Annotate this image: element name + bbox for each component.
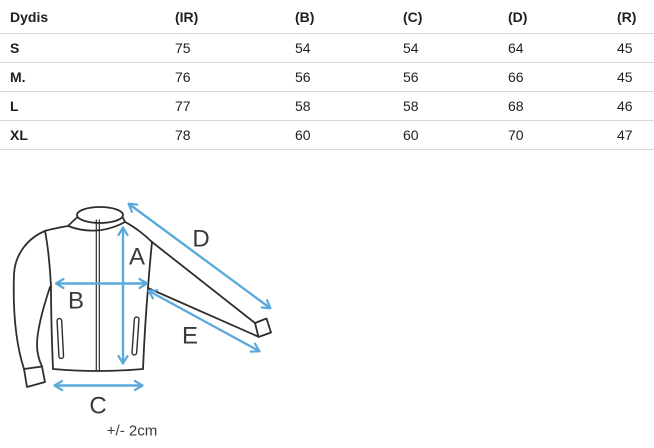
right-armhole-seam xyxy=(148,242,152,288)
table-row-m xyxy=(0,63,654,92)
value-cell: 64 xyxy=(498,34,607,63)
measurement-label-d: D xyxy=(192,225,210,253)
value-cell: 58 xyxy=(393,92,498,121)
left-cuff xyxy=(24,367,45,388)
collar xyxy=(77,207,123,223)
measurement-label-b: B xyxy=(67,287,85,315)
value-cell: 45 xyxy=(607,34,654,63)
left-armhole-seam xyxy=(45,231,51,287)
jacket-measurement-diagram xyxy=(0,180,300,448)
table-row-l xyxy=(0,92,654,121)
table-row-xl xyxy=(0,121,654,150)
right-sleeve-top xyxy=(152,242,255,323)
left-shoulder xyxy=(45,226,68,231)
value-cell: 58 xyxy=(285,92,393,121)
right-cuff xyxy=(255,319,271,338)
column-header-r: (R) xyxy=(607,0,654,34)
body-right-edge xyxy=(143,288,148,369)
size-table xyxy=(0,0,654,150)
size-label: M. xyxy=(0,63,165,92)
body-hem xyxy=(53,369,143,371)
size-label: L xyxy=(0,92,165,121)
value-cell: 75 xyxy=(165,34,285,63)
jacket-outline xyxy=(14,207,271,387)
column-header-c: (C) xyxy=(393,0,498,34)
value-cell: 60 xyxy=(285,121,393,150)
value-cell: 68 xyxy=(498,92,607,121)
value-cell: 54 xyxy=(393,34,498,63)
body-left-edge xyxy=(51,287,53,369)
column-header-d: (D) xyxy=(498,0,607,34)
left-sleeve-outer xyxy=(14,231,45,369)
collar-left xyxy=(68,217,78,226)
left-pocket xyxy=(57,318,64,358)
right-pocket xyxy=(132,317,139,355)
value-cell: 76 xyxy=(165,63,285,92)
size-label: S xyxy=(0,34,165,63)
value-cell: 47 xyxy=(607,121,654,150)
measurement-label-c: C xyxy=(89,392,107,420)
size-label: XL xyxy=(0,121,165,150)
value-cell: 46 xyxy=(607,92,654,121)
value-cell: 60 xyxy=(393,121,498,150)
table-row-s xyxy=(0,34,654,63)
column-header-ir: (IR) xyxy=(165,0,285,34)
measurement-label-e: E xyxy=(181,322,199,350)
value-cell: 70 xyxy=(498,121,607,150)
measurement-label-a: A xyxy=(128,243,146,271)
value-cell: 56 xyxy=(285,63,393,92)
value-cell: 66 xyxy=(498,63,607,92)
value-cell: 77 xyxy=(165,92,285,121)
value-cell: 45 xyxy=(607,63,654,92)
right-shoulder xyxy=(125,222,152,242)
left-sleeve-inner xyxy=(37,287,50,367)
tolerance-note: +/- 2cm xyxy=(106,422,158,440)
column-header-b: (B) xyxy=(285,0,393,34)
value-cell: 54 xyxy=(285,34,393,63)
measurement-arrow-e xyxy=(149,291,259,351)
column-header-size: Dydis xyxy=(0,0,165,34)
table-header-row xyxy=(0,0,654,34)
value-cell: 56 xyxy=(393,63,498,92)
value-cell: 78 xyxy=(165,121,285,150)
